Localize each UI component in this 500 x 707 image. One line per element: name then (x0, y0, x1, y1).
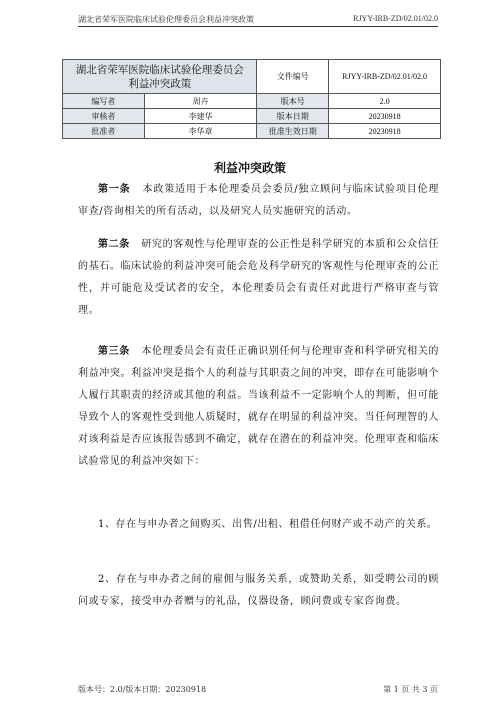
reviewer-label: 审核者 (63, 109, 145, 124)
article-1 (78, 179, 439, 223)
header-document-code: RJYY-IRB-ZD/02.01/02.0 (353, 14, 438, 23)
effective-date-label: 批准生效日期 (257, 124, 329, 139)
page-header (78, 10, 438, 27)
article-2 (78, 234, 439, 322)
table-title-line2: 利益冲突政策 (128, 77, 192, 90)
version-date-label: 版本日期 (257, 109, 329, 124)
footer-page-number: 第 1 页 共 3 页 (383, 685, 438, 694)
table-row (63, 124, 441, 139)
effective-date-value: 20230918 (329, 124, 441, 139)
article-1-text: 本政策适用于本伦理委员会委员/独立顾问与临床试验项目伦理审查/咨询相关的所有活动，以及研究人员实施研究的活动。 (78, 184, 439, 217)
version-label: 版本号 (257, 94, 329, 109)
author-label: 编写者 (63, 94, 145, 109)
reviewer-value: 李建华 (144, 109, 257, 124)
document-title: 利益冲突政策 (213, 161, 286, 175)
list-item-2 (78, 569, 439, 613)
table-row (63, 109, 441, 124)
list-item-2-text: 2、存在与申办者之间的雇佣与服务关系，或赞助关系，如受聘公司的顾问或专家，接受申办者赠与的礼品，仪器设备，顾问费或专家咨询费。 (78, 574, 439, 607)
footer-version-info: 版本号：2.0/版本日期：20230918 (78, 685, 207, 694)
table-title (63, 60, 257, 94)
approver-value: 李华章 (144, 124, 257, 139)
list-item-1-text: 1、存在与申办者之间购买、出售/出租、租借任何财产或不动产的关系。 (98, 519, 438, 530)
list-item-1 (78, 514, 439, 536)
approver-label: 批准者 (63, 124, 145, 139)
article-3-heading: 第三条 (98, 346, 130, 357)
header-document-name: 湖北省荣军医院临床试验伦理委员会利益冲突政策 (78, 15, 254, 24)
article-2-text: 研究的客观性与伦理审查的公正性是科学研究的本质和公众信任的基石。临床试验的利益冲突可能会危及科学研究的客观性与伦理审查的公正性，并可能危及受试者的安全，本伦理委员会有责任对此进行严格审查与管理。 (78, 239, 439, 316)
file-no-label: 文件编号 (257, 60, 329, 94)
article-1-heading: 第一条 (98, 184, 131, 195)
article-3 (78, 341, 439, 473)
article-2-heading: 第二条 (98, 239, 130, 250)
version-date-value: 20230918 (329, 109, 441, 124)
table-title-line1: 湖北省荣军医院临床试验伦理委员会 (75, 63, 244, 76)
author-value: 周卉 (144, 94, 257, 109)
document-control-table (62, 59, 441, 139)
table-row (63, 94, 441, 109)
version-value: 2.0 (329, 94, 441, 109)
article-3-text: 本伦理委员会有责任正确识别任何与伦理审查和科学研究相关的利益冲突。利益冲突是指个人的利益与其职责之间的冲突，即存在可能影响个人履行其职责的经济或其他的利益。当该利益不一定影响个人的判断，但可能导致个人的客观性受到他人质疑时，就存在明显的利益冲突。当任何理智的人对该利益是否应该报告感到不确定，就存在潜在的利益冲突。伦理审查和临床试验常见的利益冲突如下： (78, 346, 439, 467)
file-no-value: RJYY-IRB-ZD/02.01/02.0 (329, 60, 441, 94)
